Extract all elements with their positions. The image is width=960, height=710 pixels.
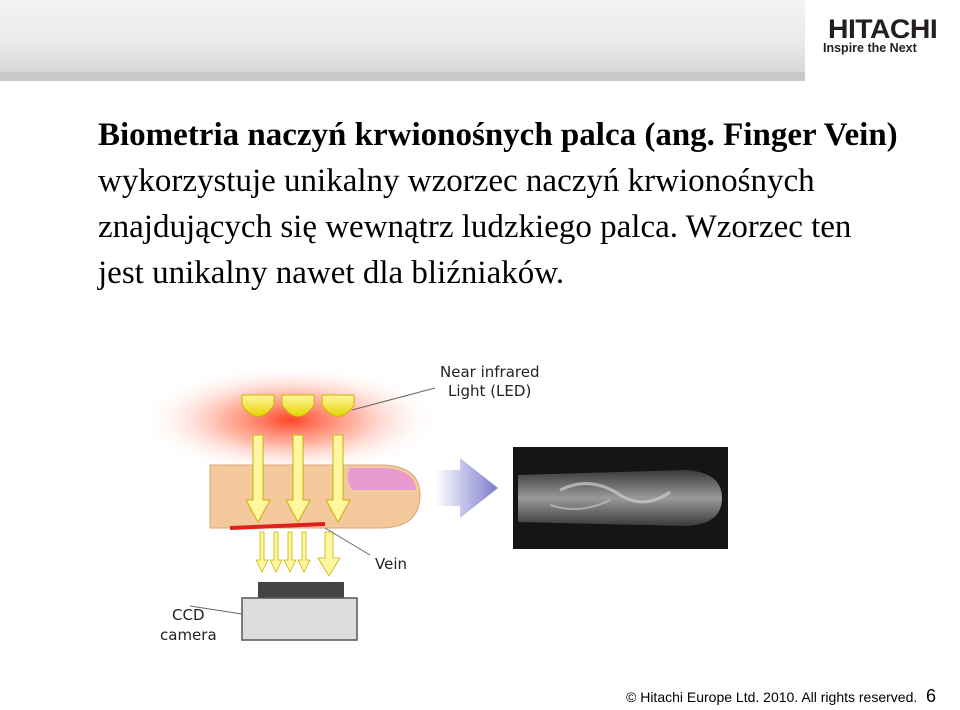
transmitted-arrows bbox=[256, 532, 340, 576]
body-rest: wykorzystuje unikalny wzorzec naczyń krwionośnych znajdujących się wewnątrz ludzkiego palca. Wzorzec ten jest unikalny nawet dla bliźniaków. bbox=[98, 163, 852, 291]
label-ccd: CCD bbox=[172, 606, 205, 624]
led-lights bbox=[242, 395, 354, 417]
footer-copyright: © Hitachi Europe Ltd. 2010. All rights reserved. bbox=[626, 689, 918, 705]
body-paragraph bbox=[98, 112, 898, 296]
ccd-camera-body bbox=[242, 598, 357, 640]
logo-tagline: Inspire the Next bbox=[823, 41, 917, 55]
body-bold-lead: Biometria naczyń krwionośnych palca (ang. Finger Vein) bbox=[98, 117, 898, 153]
label-camera: camera bbox=[160, 626, 217, 644]
label-light-led: Light (LED) bbox=[448, 382, 532, 400]
page-number: 6 bbox=[926, 686, 937, 706]
label-vein: Vein bbox=[375, 555, 407, 573]
light-arrows bbox=[246, 435, 350, 522]
label-near-infrared: Near infrared bbox=[440, 363, 540, 381]
finger-vein-diagram bbox=[130, 350, 740, 650]
result-arrow bbox=[435, 458, 498, 518]
header-bar bbox=[0, 0, 805, 72]
infrared-glow bbox=[140, 365, 440, 475]
vein-image-finger bbox=[518, 470, 722, 526]
ccd-sensor bbox=[258, 582, 344, 598]
logo-wordmark: HITACHI bbox=[828, 14, 938, 44]
